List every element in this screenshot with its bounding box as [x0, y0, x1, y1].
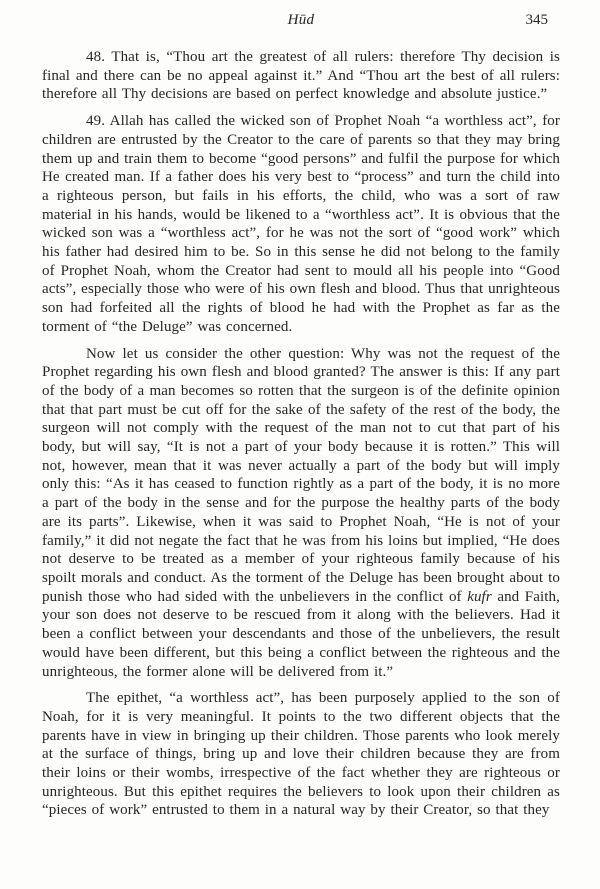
page-title: Hūd: [287, 12, 315, 28]
text-run: Now let us consider the other question: Why was not the request of the Prophet regarding his own flesh and blood granted? The answer is this: If any part of the body of a man becomes so rotten that the surgeon is of the definite opinion that that part must be cut off for the sake of the safety of the rest of the body, the surgeon will not comply with the request of the man not to cut that part of his body, but will say, “It is not a part of your body because it is rotten.” This will not, however, mean that it was never actually a part of the body but will imply only this: “As it has ceased to function rightly as a part of the body, it is no more a part of the body in the sense and for the purpose the healthy parts of the body are its parts”. Likewise, when it was said to Prophet Noah, “He is not of your family,” it did not negate the fact that he was from his loins but implied, “He does not deserve to be treated as a member of your righteous family because of his spoilt morals and conduct. As the torment of the Deluge has been brought about to punish those who had sided with the unbelievers in the conflict of: [42, 345, 560, 605]
text-run: The epithet, “a worthless act”, has been purposely applied to the son of Noah, for it is very meaningful. It points to the two different objects that the parents have in view in bringing up their children. Those parents who look merely at the surface of things, bring up and love their children because they are from their loins or their wombs, irrespective of the fact whether they are righteous or unrighteous. But this epithet requires the believers to look upon their children as “pieces of work” entrusted to them in a natural way by their Creator, so that they: [42, 690, 560, 819]
italic-term: kufr: [467, 588, 492, 605]
paragraph: [42, 48, 560, 104]
page-content: [42, 48, 560, 820]
text-run: 49. Allah has called the wicked son of Prophet Noah “a worthless act”, for children are entrusted by the Creator to the care of parents so that they may bring them up and train them to become “good persons” and fulfil the purpose for which He created man. If a father does his very best to “process” and turn the child into a righteous person, but fails in his efforts, the child, who was a sort of raw material in his hands, would be likened to a “worthless act”. It is obvious that the wicked son was a “worthless act”, for he was not the sort of “good work” which his father had desired him to be. So in this sense he did not belong to the family of Prophet Noah, whom the Creator had sent to mould all his people into “Good acts”, especially those who were of his own flesh and blood. Thus that unrighteous son had forfeited all the rights of blood he had with the Prophet as far as the torment of “the Deluge” was concerned.: [42, 113, 560, 335]
paragraph: [42, 112, 560, 336]
paragraph: [42, 689, 560, 820]
text-run: and Faith, your son does not deserve to be rescued from it along with the believers. Had it been a conflict between your descendants and those of the unbelievers, the result would have been different, but this being a conflict between the righteous and the unrighteous, the former alone will be delivered from it.”: [42, 588, 560, 680]
paragraph: [42, 345, 560, 682]
text-run: 48. That is, “Thou art the greatest of all rulers: therefore Thy decision is final and there can be no appeal against it.” And “Thou art the best of all rulers: therefore all Thy decisions are based on perfect knowledge and absolute justice.”: [42, 49, 560, 103]
page-header: [42, 12, 560, 36]
page-number: 345: [525, 12, 548, 28]
